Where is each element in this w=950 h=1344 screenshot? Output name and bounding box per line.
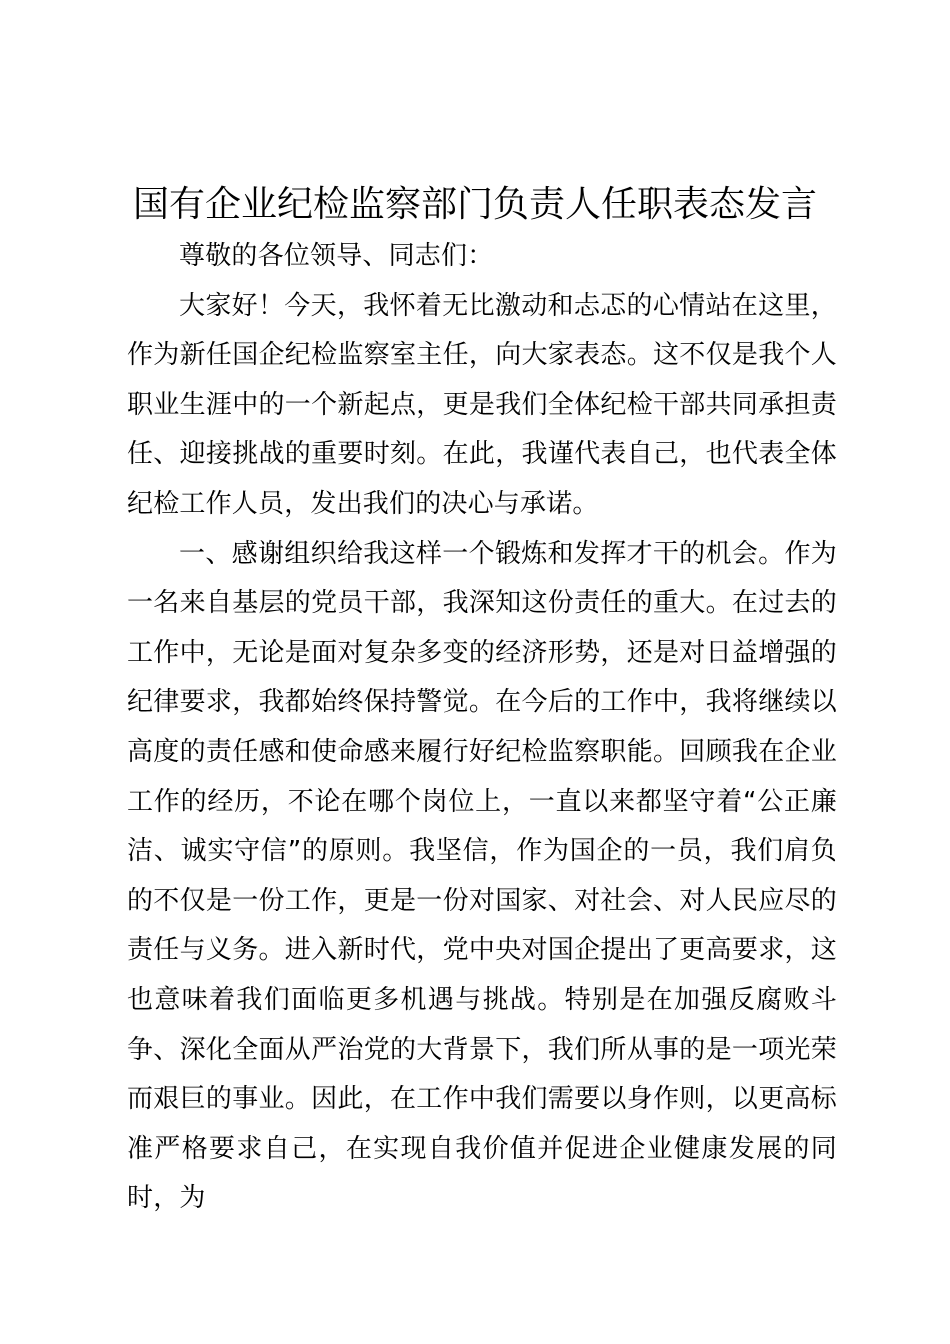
salutation: 尊敬的各位领导、同志们：	[179, 241, 494, 271]
document-title: 国有企业纪检监察部门负责人任职表态发言	[132, 184, 817, 225]
paragraph-opening: 大家好！今天，我怀着无比激动和忐忑的心情站在这里，作为新任国企纪检监察室主任，向大家表态。这不仅是我个人职业生涯中的一个新起点，更是我们全体纪检干部共同承担责任、迎接挑战的重要时刻。在此，我谨代表自己，也代表全体纪检工作人员，发出我们的决心与承诺。	[127, 290, 837, 519]
document-body	[127, 232, 837, 1224]
paragraph-section-one: 一、感谢组织给我这样一个锻炼和发挥才干的机会。作为一名来自基层的党员干部，我深知这份责任的重大。在过去的工作中，无论是面对复杂多变的经济形势，还是对日益增强的纪律要求，我都始终保持警觉。在今后的工作中，我将继续以高度的责任感和使命感来履行好纪检监察职能。回顾我在企业工作的经历，不论在哪个岗位上，一直以来都坚守着“公正廉洁、诚实守信”的原则。我坚信，作为国企的一员，我们肩负的不仅是一份工作，更是一份对国家、对社会、对人民应尽的责任与义务。进入新时代，党中央对国企提出了更高要求，这也意味着我们面临更多机遇与挑战。特别是在加强反腐败斗争、深化全面从严治党的大背景下，我们所从事的是一项光荣而艰巨的事业。因此，在工作中我们需要以身作则，以更高标准严格要求自己，在实现自我价值并促进企业健康发展的同时，为	[127, 538, 837, 1214]
